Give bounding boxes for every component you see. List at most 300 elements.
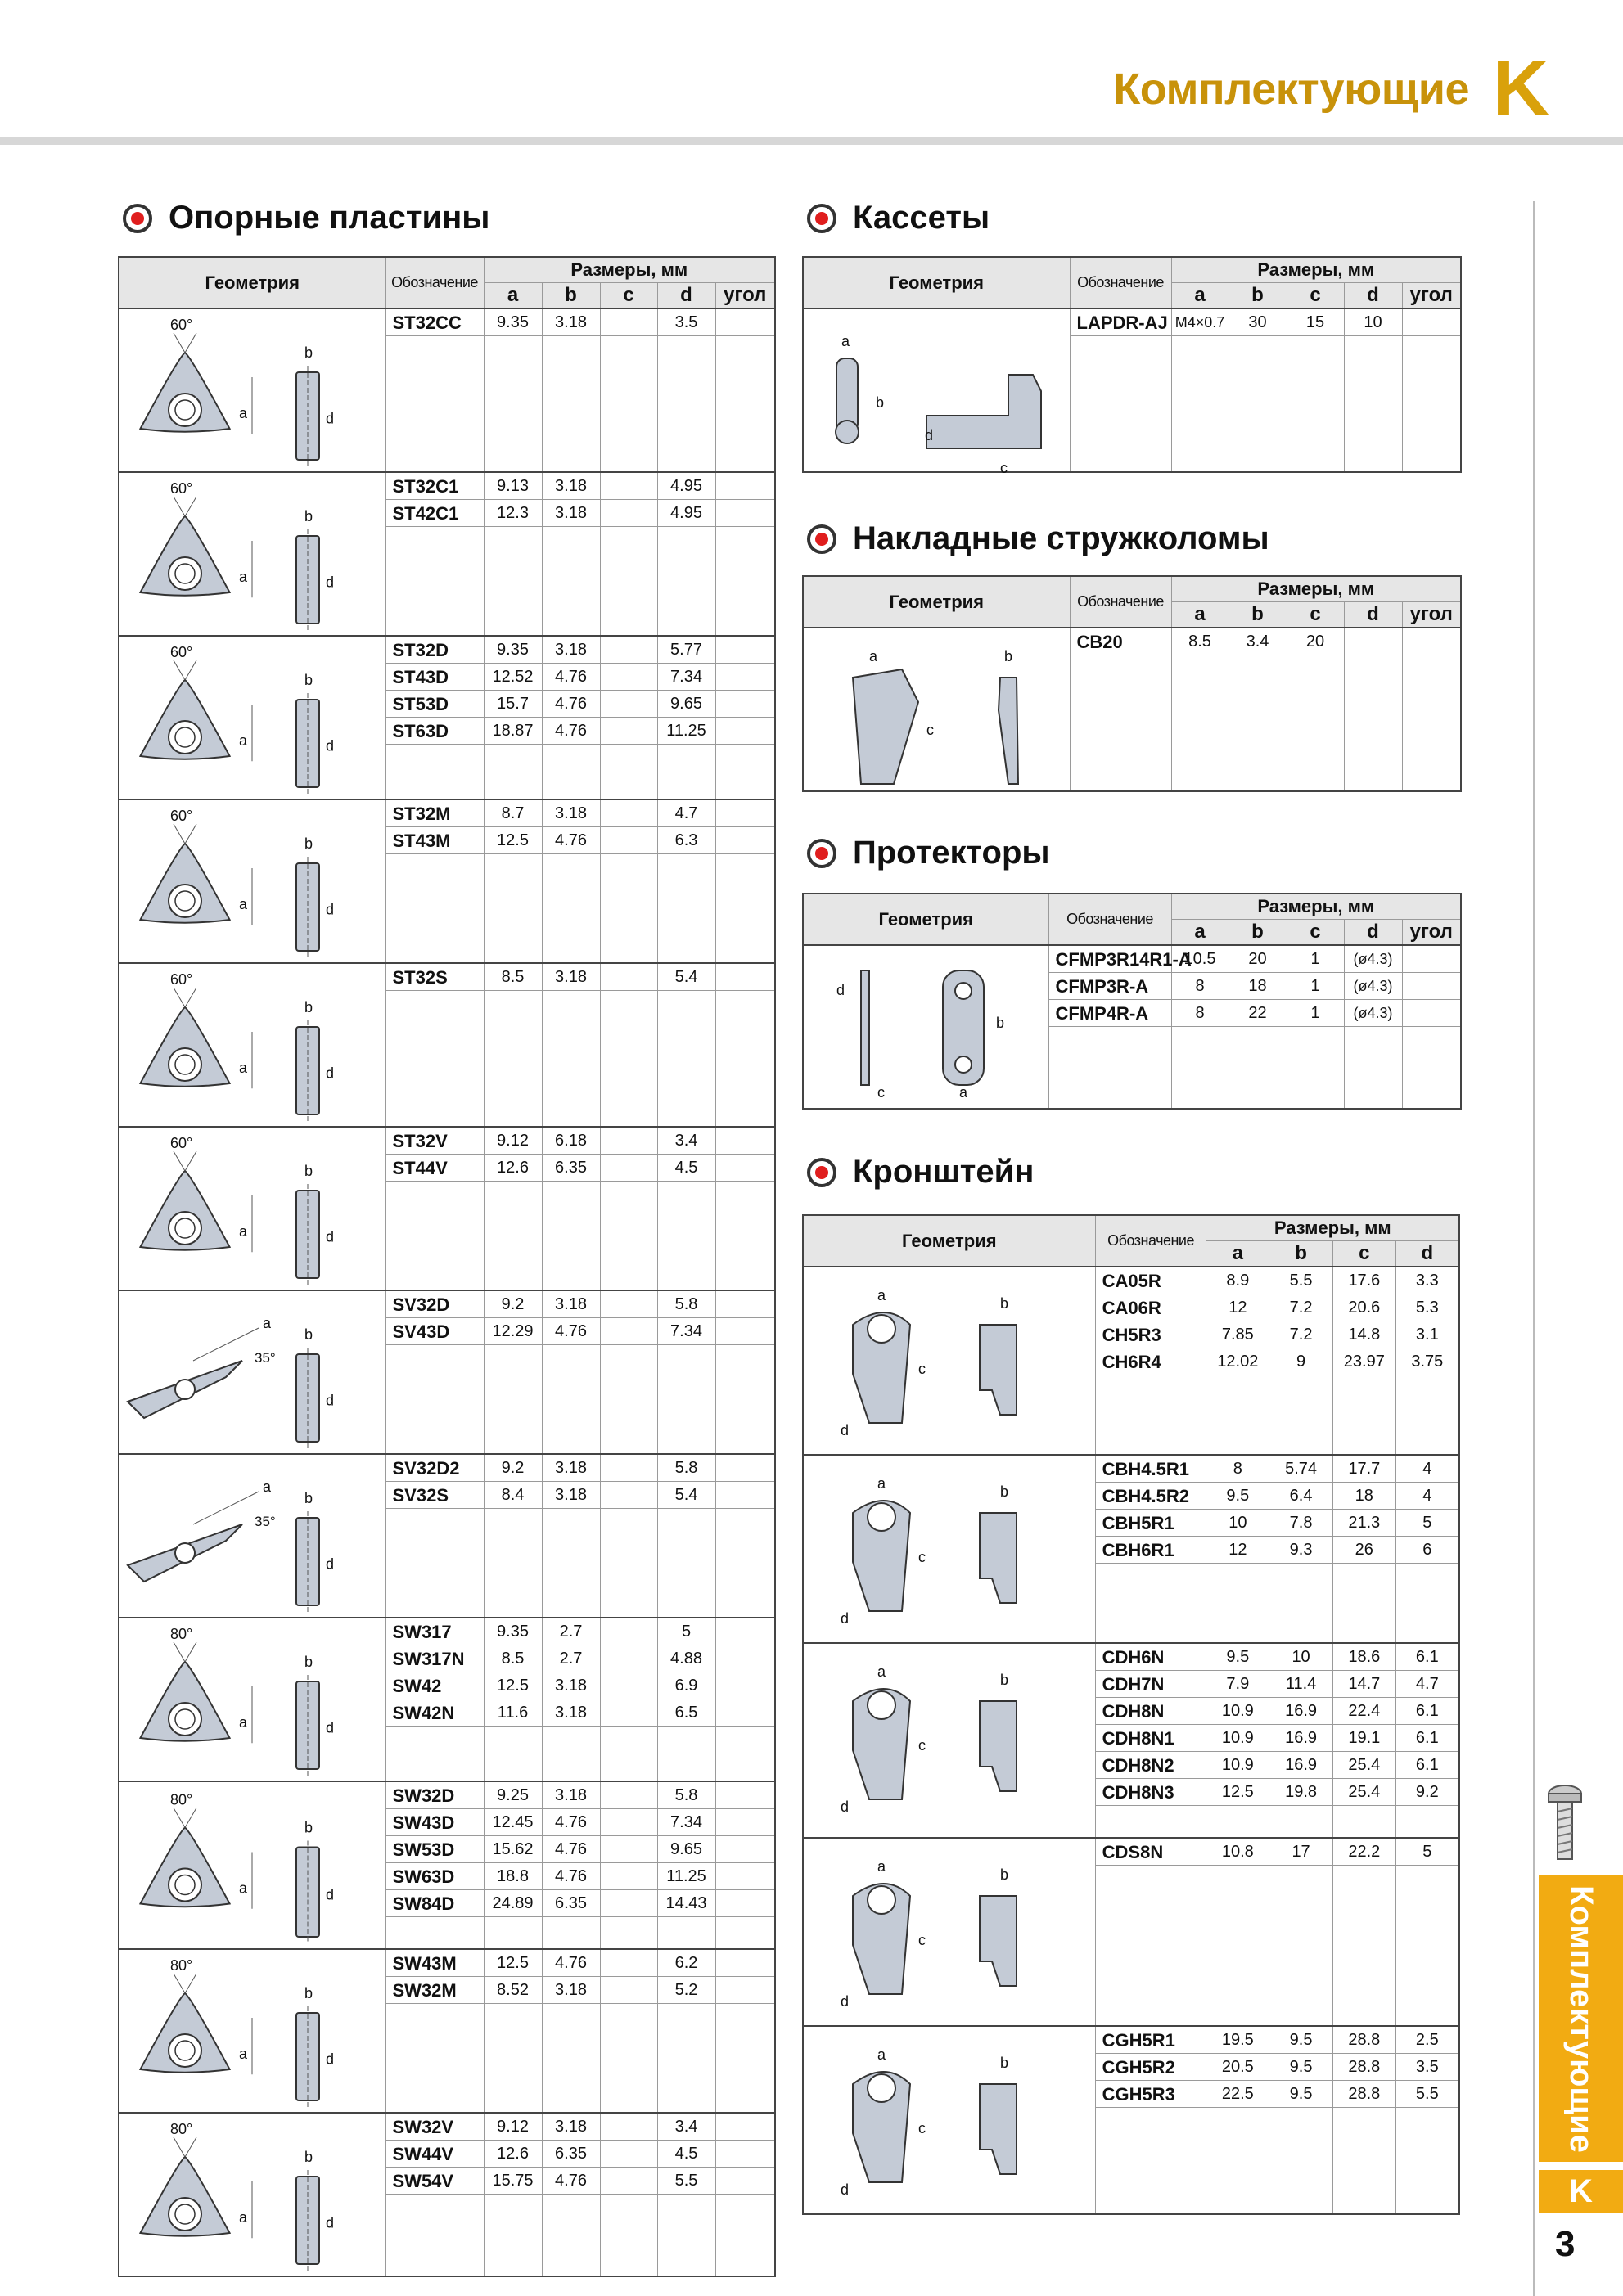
dim-value: 6.18 <box>543 1128 600 1155</box>
geometry-drawing <box>119 1950 381 2109</box>
dim-value: 4.76 <box>543 718 600 745</box>
designation-code: SW42N <box>386 1699 484 1727</box>
col-header-angle: угол <box>1402 283 1461 309</box>
dim-value: 7.9 <box>1206 1671 1269 1698</box>
col-header-b: b <box>1269 1241 1333 1267</box>
dim-d-cell <box>657 308 715 472</box>
dim-value <box>1403 1000 1461 1027</box>
geometry-drawing <box>119 473 381 632</box>
svg-text:b: b <box>304 508 313 524</box>
col-header-designation: Обозначение <box>1070 257 1171 308</box>
designation-cell <box>385 636 484 799</box>
designation-code: CDH8N <box>1096 1698 1206 1725</box>
dim-value: 3.18 <box>543 309 600 336</box>
svg-text:b: b <box>1000 2055 1009 2071</box>
dim-value: 16.9 <box>1269 1725 1332 1752</box>
dim-value <box>716 2141 775 2168</box>
svg-text:b: b <box>876 394 885 411</box>
dim-value: 6 <box>1396 1537 1458 1564</box>
designation-code: ST43M <box>386 827 484 854</box>
dim-value: 9.2 <box>1396 1779 1458 1806</box>
col-header-c: c <box>1332 1241 1395 1267</box>
dim-b-cell <box>1229 628 1287 791</box>
col-header-dimensions: Размеры, мм <box>1171 257 1461 283</box>
designation-cell <box>385 1454 484 1618</box>
svg-text:a: a <box>239 1223 248 1240</box>
dim-value: 5.77 <box>658 637 715 664</box>
col-header-geometry: Геометрия <box>803 257 1070 308</box>
dim-value <box>716 1890 775 1917</box>
dim-value: 22.4 <box>1333 1698 1395 1725</box>
svg-text:b: b <box>304 835 313 852</box>
col-header-geometry: Геометрия <box>803 894 1048 945</box>
dim-value: 9.25 <box>485 1782 542 1809</box>
dim-value: 8 <box>1206 1456 1269 1483</box>
section-bullet-icon <box>807 204 836 233</box>
dim-a-cell <box>484 472 542 636</box>
dim-b-cell <box>1269 1455 1333 1643</box>
dim-value: 11.4 <box>1269 1671 1332 1698</box>
designation-code: SW44V <box>386 2141 484 2168</box>
designation-code: ST43D <box>386 664 484 691</box>
geometry-cell <box>119 963 385 1127</box>
svg-text:d: d <box>326 901 335 918</box>
dim-value: 9.5 <box>1206 1483 1269 1510</box>
dim-value: 9.2 <box>485 1291 542 1318</box>
designation-cell <box>385 308 484 472</box>
svg-text:60°: 60° <box>170 971 193 988</box>
geometry-cell <box>803 628 1070 791</box>
dim-value <box>601 1672 657 1699</box>
dim-value: 3.1 <box>1396 1321 1458 1348</box>
dim-value: 4 <box>1396 1483 1458 1510</box>
dim-value <box>716 2168 775 2195</box>
geometry-drawing <box>119 1618 381 1777</box>
svg-text:60°: 60° <box>170 317 193 333</box>
col-header-angle: угол <box>1402 920 1461 946</box>
dim-value: 3.3 <box>1396 1267 1458 1294</box>
side-tab[interactable] <box>1539 1875 1623 2162</box>
dim-value: 9.5 <box>1206 1644 1269 1671</box>
dim-value <box>716 1291 775 1318</box>
designation-code: ST44V <box>386 1155 484 1182</box>
col-header-dimensions: Размеры, мм <box>1206 1215 1459 1241</box>
dim-c-cell <box>600 963 657 1127</box>
dim-value: 7.8 <box>1269 1510 1332 1537</box>
dim-value <box>716 1482 775 1509</box>
dim-value <box>601 1699 657 1727</box>
dim-value <box>601 800 657 827</box>
dim-value: 14.8 <box>1333 1321 1395 1348</box>
geometry-drawing <box>804 1839 1066 2022</box>
dim-value: 8.5 <box>485 1645 542 1672</box>
dim-value: 3.18 <box>543 1672 600 1699</box>
dim-value: 6.5 <box>658 1699 715 1727</box>
geometry-cell <box>803 308 1070 476</box>
col-header-d: d <box>1344 283 1402 309</box>
svg-text:80°: 80° <box>170 1957 193 1974</box>
dim-value: 5.4 <box>658 964 715 991</box>
svg-text:a: a <box>841 333 850 349</box>
dim-value: 10 <box>1345 309 1402 336</box>
svg-text:b: b <box>1000 1672 1009 1688</box>
dim-value: 7.2 <box>1269 1321 1332 1348</box>
dim-value: 5 <box>1396 1510 1458 1537</box>
designation-code: CDS8N <box>1096 1839 1206 1866</box>
geometry-cell <box>803 1643 1095 1838</box>
col-header-a: a <box>484 283 542 309</box>
col-header-d: d <box>1344 920 1402 946</box>
dim-value: 10 <box>1269 1644 1332 1671</box>
dim-d-cell <box>657 1618 715 1781</box>
designation-cell <box>1095 1455 1206 1643</box>
designation-code: CBH4.5R1 <box>1096 1456 1206 1483</box>
dim-value: 2.5 <box>1396 2027 1458 2054</box>
dim-value: 6.1 <box>1396 1725 1458 1752</box>
dim-c-cell <box>1332 1643 1395 1838</box>
dim-b-cell <box>1229 945 1287 1109</box>
dim-angle-cell <box>715 472 775 636</box>
dim-value: 5.5 <box>1396 2081 1458 2108</box>
designation-code: ST32CC <box>386 309 484 336</box>
svg-text:d: d <box>841 1610 850 1627</box>
dim-d-cell <box>1395 1267 1459 1455</box>
designation-code: CH5R3 <box>1096 1321 1206 1348</box>
dim-value: 19.5 <box>1206 2027 1269 2054</box>
section-bullet-icon <box>807 1158 836 1187</box>
dim-value: 6.9 <box>658 1672 715 1699</box>
geometry-drawing <box>119 637 381 795</box>
dim-value: 7.34 <box>658 1809 715 1836</box>
dim-value: 9.35 <box>485 1618 542 1645</box>
designation-code: CFMP4R-A <box>1049 1000 1171 1027</box>
designation-code: CFMP3R14R1-A <box>1049 946 1171 973</box>
dim-d-cell <box>657 1127 715 1290</box>
dim-angle-cell <box>715 308 775 472</box>
designation-cell <box>1048 945 1192 1109</box>
dim-a-cell <box>484 1127 542 1290</box>
dim-value: 12 <box>1206 1537 1269 1564</box>
designation-code: CBH6R1 <box>1096 1537 1206 1564</box>
designation-code: SW42 <box>386 1672 484 1699</box>
col-header-c: c <box>600 283 657 309</box>
dim-value <box>716 718 775 745</box>
dim-value: 8.5 <box>1172 628 1229 655</box>
dim-value: 8.52 <box>485 1977 542 2004</box>
geometry-cell <box>119 1618 385 1781</box>
svg-text:60°: 60° <box>170 808 193 824</box>
dim-value: 20 <box>1229 946 1287 973</box>
designation-code: CDH7N <box>1096 1671 1206 1698</box>
col-header-c: c <box>1287 920 1344 946</box>
designation-code: CFMP3R-A <box>1049 973 1171 1000</box>
dim-value: 9.12 <box>485 2114 542 2141</box>
svg-text:80°: 80° <box>170 2121 193 2137</box>
dim-value <box>601 1455 657 1482</box>
designation-code: ST53D <box>386 691 484 718</box>
geometry-cell <box>119 1949 385 2113</box>
dim-c-cell <box>600 1127 657 1290</box>
dim-value <box>1403 973 1461 1000</box>
dim-c-cell <box>1332 1838 1395 2026</box>
dim-angle-cell <box>715 963 775 1127</box>
svg-text:a: a <box>877 1475 886 1492</box>
dim-value: 9.65 <box>658 1836 715 1863</box>
designation-code: CH6R4 <box>1096 1348 1206 1375</box>
dim-value: 4.76 <box>543 1809 600 1836</box>
geometry-drawing <box>804 946 1066 1105</box>
designation-code: CBH4.5R2 <box>1096 1483 1206 1510</box>
dim-value: 19.1 <box>1333 1725 1395 1752</box>
designation-code: CDH8N3 <box>1096 1779 1206 1806</box>
dim-value: 12.5 <box>1206 1779 1269 1806</box>
dim-value <box>601 664 657 691</box>
dim-value <box>601 827 657 854</box>
svg-text:60°: 60° <box>170 480 193 497</box>
dim-a-cell <box>484 636 542 799</box>
col-header-d: d <box>657 283 715 309</box>
dim-value <box>716 1645 775 1672</box>
col-header-c: c <box>1287 602 1344 628</box>
svg-text:c: c <box>926 722 934 738</box>
dim-value: 26 <box>1333 1537 1395 1564</box>
designation-cell <box>385 2113 484 2276</box>
col-header-dimensions: Размеры, мм <box>1171 894 1461 920</box>
geometry-drawing <box>804 309 1066 476</box>
dim-value <box>601 500 657 527</box>
dim-value: 7.34 <box>658 664 715 691</box>
geometry-cell <box>803 1838 1095 2026</box>
dim-a-cell <box>1171 308 1229 472</box>
dim-value <box>601 1977 657 2004</box>
dim-c-cell <box>600 1781 657 1949</box>
designation-code: CB20 <box>1071 628 1171 655</box>
dim-value <box>716 1128 775 1155</box>
svg-text:a: a <box>869 648 878 664</box>
dim-c-cell <box>600 472 657 636</box>
dim-value: 18.6 <box>1333 1644 1395 1671</box>
dim-angle-cell <box>715 799 775 963</box>
designation-code: SW317N <box>386 1645 484 1672</box>
svg-text:b: b <box>996 1015 1005 1031</box>
section-bullet-icon <box>807 524 836 554</box>
designation-cell <box>385 1618 484 1781</box>
dim-value: 4.76 <box>543 1836 600 1863</box>
dim-value <box>716 1863 775 1890</box>
section-bullet-icon <box>123 204 152 233</box>
col-header-a: a <box>1171 602 1229 628</box>
dim-value: 3.18 <box>543 637 600 664</box>
dim-d-cell <box>657 472 715 636</box>
geometry-cell <box>803 1267 1095 1455</box>
svg-text:a: a <box>239 2046 248 2062</box>
dim-value <box>716 691 775 718</box>
dim-value: 1 <box>1287 1000 1344 1027</box>
dim-value: 24.89 <box>485 1890 542 1917</box>
dim-value: 9.12 <box>485 1128 542 1155</box>
dim-value: 11.25 <box>658 718 715 745</box>
dim-angle-cell <box>715 636 775 799</box>
designation-cell <box>1070 628 1171 791</box>
dim-a-cell <box>484 1949 542 2113</box>
designation-cell <box>385 1781 484 1949</box>
dim-value: 2.7 <box>543 1645 600 1672</box>
svg-text:a: a <box>263 1315 272 1331</box>
designation-code: CA06R <box>1096 1294 1206 1321</box>
svg-text:a: a <box>239 405 248 421</box>
protectors-table <box>802 893 1462 1110</box>
dim-angle-cell <box>715 2113 775 2276</box>
dim-b-cell <box>542 1290 600 1454</box>
dim-value: 2.7 <box>543 1618 600 1645</box>
dim-value <box>601 2114 657 2141</box>
svg-text:60°: 60° <box>170 644 193 660</box>
dim-value: 3.18 <box>543 1291 600 1318</box>
dim-d-cell <box>1395 1838 1459 2026</box>
dim-value <box>601 1890 657 1917</box>
dim-value: 5 <box>1396 1839 1458 1866</box>
dim-value: 12.3 <box>485 500 542 527</box>
dim-c-cell <box>600 799 657 963</box>
col-header-geometry: Геометрия <box>803 1215 1095 1267</box>
svg-text:b: b <box>304 672 313 688</box>
dim-angle-cell <box>1402 628 1461 791</box>
designation-code: ST32S <box>386 964 484 991</box>
dim-value <box>601 2141 657 2168</box>
svg-text:b: b <box>1000 1866 1009 1883</box>
shims-table <box>118 256 776 2277</box>
dim-value: 14.43 <box>658 1890 715 1917</box>
dim-angle-cell <box>715 1454 775 1618</box>
svg-text:b: b <box>304 1326 313 1343</box>
svg-text:b: b <box>304 1819 313 1836</box>
dim-value: 12.52 <box>485 664 542 691</box>
dim-value: 5.8 <box>658 1782 715 1809</box>
svg-text:b: b <box>304 344 313 361</box>
dim-value: 8 <box>1172 1000 1229 1027</box>
designation-code: SW43D <box>386 1809 484 1836</box>
dim-value <box>601 473 657 500</box>
geometry-cell <box>119 308 385 472</box>
svg-text:d: d <box>326 1065 335 1082</box>
designation-code: ST32C1 <box>386 473 484 500</box>
dim-c-cell <box>600 1618 657 1781</box>
dim-value <box>716 964 775 991</box>
svg-text:80°: 80° <box>170 1791 193 1808</box>
dim-value: 15.7 <box>485 691 542 718</box>
dim-c-cell <box>1287 945 1344 1109</box>
col-header-a: a <box>1206 1241 1269 1267</box>
dim-value <box>716 800 775 827</box>
dim-d-cell <box>657 1290 715 1454</box>
geometry-drawing <box>119 964 381 1123</box>
dim-b-cell <box>1269 1267 1333 1455</box>
dim-value <box>601 1809 657 1836</box>
dim-value: 3.18 <box>543 1482 600 1509</box>
designation-code: ST32M <box>386 800 484 827</box>
col-header-geometry: Геометрия <box>119 257 385 308</box>
dim-value <box>601 1291 657 1318</box>
designation-code: SW317 <box>386 1618 484 1645</box>
dim-value: 21.3 <box>1333 1510 1395 1537</box>
dim-value: 6.2 <box>658 1950 715 1977</box>
svg-text:c: c <box>1000 460 1008 476</box>
svg-text:d: d <box>925 427 934 443</box>
dim-value <box>716 500 775 527</box>
svg-text:b: b <box>304 1163 313 1179</box>
geometry-cell <box>119 1127 385 1290</box>
geometry-cell <box>119 472 385 636</box>
dim-value: 12.45 <box>485 1809 542 1836</box>
dim-value: 3.18 <box>543 1455 600 1482</box>
dim-value: 10.9 <box>1206 1698 1269 1725</box>
dim-value: 5.4 <box>658 1482 715 1509</box>
svg-text:a: a <box>877 1287 886 1303</box>
dim-value: 9 <box>1269 1348 1332 1375</box>
geometry-drawing <box>119 800 381 959</box>
dim-a-cell <box>1206 1643 1269 1838</box>
side-tab-letter: K <box>1539 2170 1623 2213</box>
svg-text:a: a <box>239 1714 248 1731</box>
dim-value: 6.4 <box>1269 1483 1332 1510</box>
dim-c-cell <box>600 636 657 799</box>
svg-text:b: b <box>1000 1295 1009 1312</box>
dim-d-cell <box>657 799 715 963</box>
geometry-drawing <box>119 1128 381 1286</box>
designation-code: SV32S <box>386 1482 484 1509</box>
dim-value: 10.5 <box>1172 946 1229 973</box>
dim-value: 4.95 <box>658 473 715 500</box>
dim-value: 12.29 <box>485 1318 542 1345</box>
dim-value: 9.65 <box>658 691 715 718</box>
dim-a-cell <box>484 963 542 1127</box>
designation-cell <box>385 1949 484 2113</box>
dim-value <box>601 1482 657 1509</box>
designation-code: CDH8N1 <box>1096 1725 1206 1752</box>
dim-angle-cell <box>715 1949 775 2113</box>
dim-value <box>1403 946 1461 973</box>
dim-value: 20.5 <box>1206 2054 1269 2081</box>
dim-value: 14.7 <box>1333 1671 1395 1698</box>
dim-value: 12.5 <box>485 1672 542 1699</box>
dim-value: 4.95 <box>658 500 715 527</box>
dim-value: 12 <box>1206 1294 1269 1321</box>
geometry-drawing <box>804 628 1066 787</box>
svg-text:a: a <box>239 2209 248 2226</box>
dim-value <box>1403 628 1461 655</box>
dim-value: 3.4 <box>658 2114 715 2141</box>
dim-value: 5.3 <box>1396 1294 1458 1321</box>
dim-value: 5.2 <box>658 1977 715 2004</box>
designation-code: CA05R <box>1096 1267 1206 1294</box>
dim-d-cell <box>657 1781 715 1949</box>
dim-value <box>716 1618 775 1645</box>
dim-value: 12.6 <box>485 1155 542 1182</box>
dim-value: 15 <box>1287 309 1344 336</box>
dim-value: 3.18 <box>543 1977 600 2004</box>
svg-text:d: d <box>326 1555 335 1573</box>
designation-code: ST42C1 <box>386 500 484 527</box>
dim-value: 3.4 <box>1229 628 1287 655</box>
svg-text:b: b <box>304 1654 313 1670</box>
designation-code: ST32D <box>386 637 484 664</box>
geometry-cell <box>803 2026 1095 2214</box>
designation-code: SV43D <box>386 1318 484 1345</box>
svg-text:60°: 60° <box>170 1135 193 1151</box>
section-title-brackets: Кронштейн <box>807 1154 1034 1191</box>
dim-value: (ø4.3) <box>1345 946 1402 973</box>
geometry-drawing <box>119 1291 381 1450</box>
